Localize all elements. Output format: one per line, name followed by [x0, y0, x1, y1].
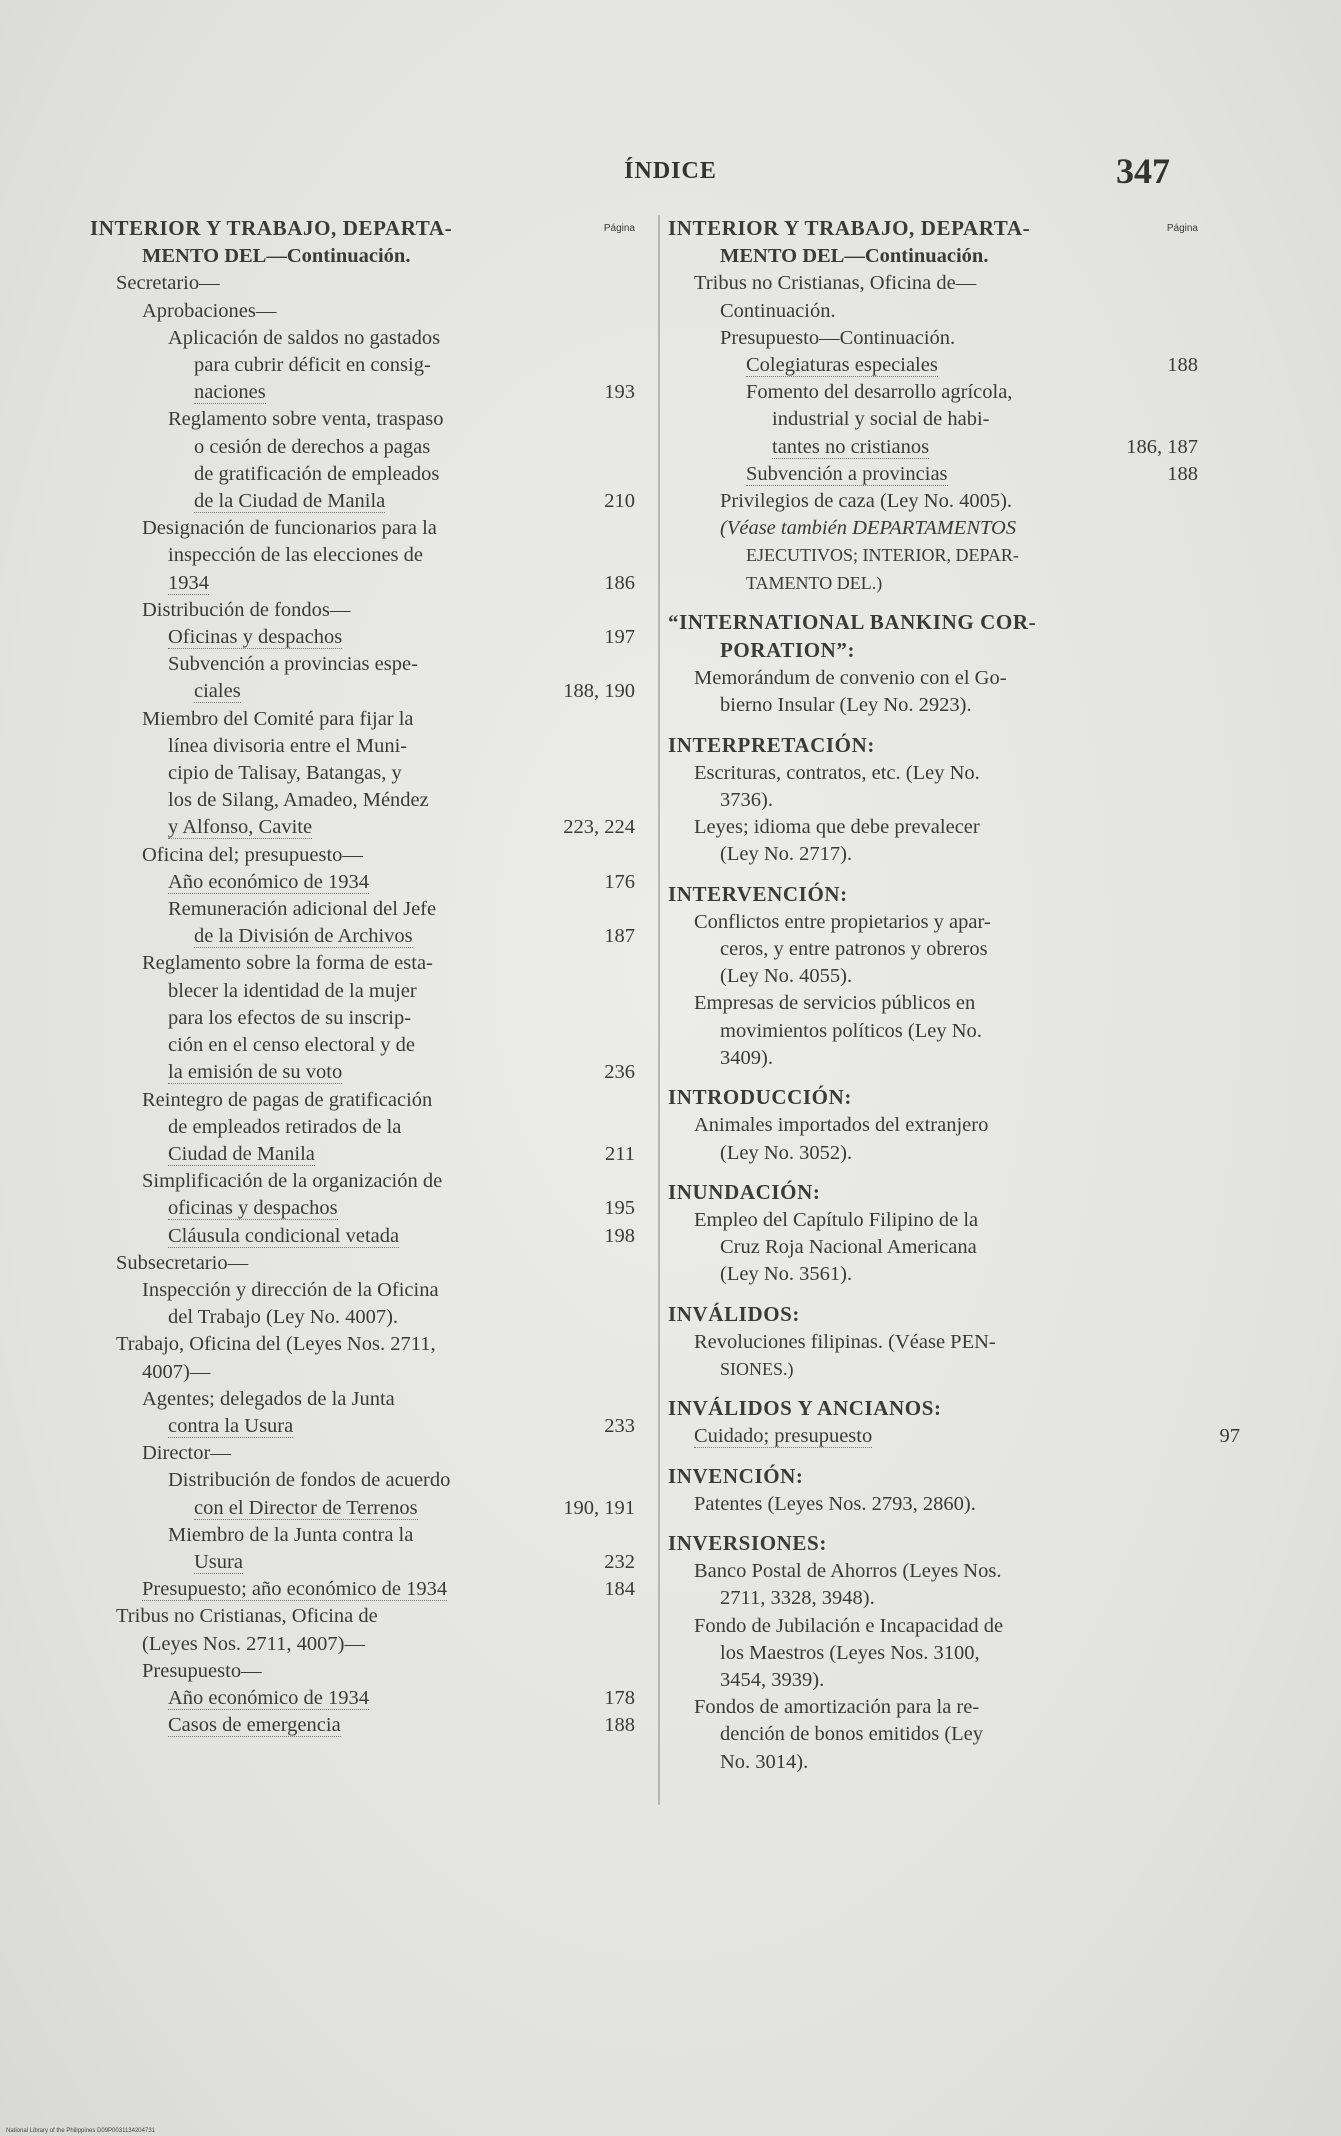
index-entry	[90, 406, 635, 433]
entry-text: Tribus no Cristianas, Oficina de	[116, 1605, 378, 1628]
entry-text: la emisión de su voto	[168, 1061, 343, 1084]
entry-text: cipio de Talisay, Batangas, y	[168, 762, 402, 785]
index-heading	[668, 881, 1198, 909]
entry-text: MENTO DEL—Continuación.	[142, 245, 411, 268]
entry-text: de la Ciudad de Manila	[194, 490, 386, 513]
index-entry	[90, 733, 635, 760]
index-entry	[90, 1712, 635, 1739]
entry-text: INUNDACIÓN:	[668, 1179, 821, 1204]
entry-text: “INTERNATIONAL BANKING COR-	[668, 609, 1037, 634]
page-reference: 176	[604, 870, 635, 893]
entry-text: (Ley No. 3561).	[720, 1263, 853, 1286]
index-entry	[90, 1603, 635, 1630]
entry-text: Patentes (Leyes Nos. 2793, 2860).	[694, 1492, 976, 1515]
entry-text: oficinas y despachos	[168, 1197, 338, 1220]
index-entry	[90, 1195, 635, 1222]
page-reference: 186	[604, 571, 635, 594]
index-entry	[668, 461, 1198, 488]
entry-text: Cláusula condicional vetada	[168, 1224, 400, 1247]
entry-text: (Ley No. 3052).	[720, 1141, 853, 1164]
index-entry	[90, 243, 635, 270]
index-entry	[90, 1032, 635, 1059]
index-entry	[90, 978, 635, 1005]
entry-text: 2711, 3328, 3948).	[720, 1587, 875, 1610]
index-entry	[90, 624, 635, 651]
index-entry	[90, 1223, 635, 1250]
index-entry	[90, 352, 635, 379]
entry-text: Oficina del; presupuesto—	[142, 843, 363, 866]
index-entry	[668, 270, 1198, 297]
index-heading	[668, 1395, 1198, 1423]
index-heading	[668, 1084, 1198, 1112]
entry-text: bierno Insular (Ley No. 2923).	[720, 694, 972, 717]
column-divider	[658, 215, 660, 1805]
index-entry	[90, 1168, 635, 1195]
page-reference: 193	[604, 381, 635, 404]
entry-text: Trabajo, Oficina del (Leyes Nos. 2711,	[116, 1333, 436, 1356]
index-entry	[90, 542, 635, 569]
entry-text: Subsecretario—	[116, 1251, 249, 1274]
index-entry	[668, 760, 1198, 787]
index-column-left	[90, 215, 635, 1739]
index-entry	[90, 651, 635, 678]
index-entry	[668, 936, 1198, 963]
entry-text: INTERIOR Y TRABAJO, DEPARTA-	[90, 216, 453, 240]
index-entry	[668, 963, 1198, 990]
index-entry	[668, 1207, 1198, 1234]
index-entry	[90, 1087, 635, 1114]
entry-text: INTRODUCCIÓN:	[668, 1085, 852, 1110]
index-entry	[90, 1631, 635, 1658]
index-entry	[668, 692, 1198, 719]
entry-text: (Ley No. 2717).	[720, 843, 853, 866]
entry-text: 4007)—	[142, 1360, 211, 1383]
index-entry	[668, 1640, 1198, 1667]
index-entry	[668, 352, 1198, 379]
index-entry	[668, 909, 1198, 936]
index-entry	[668, 1423, 1240, 1450]
entry-text: Miembro de la Junta contra la	[168, 1523, 414, 1546]
entry-text: INVERSIONES:	[668, 1530, 827, 1555]
index-entry	[668, 1112, 1198, 1139]
index-entry	[90, 1467, 635, 1494]
index-entry	[668, 570, 1198, 597]
index-entry	[668, 1045, 1198, 1072]
entry-text: blecer la identidad de la mujer	[168, 979, 417, 1002]
entry-text: Distribución de fondos—	[142, 598, 351, 621]
index-entry	[668, 1491, 1198, 1518]
entry-text: de la División de Archivos	[194, 925, 413, 948]
entry-text: Cuidado; presupuesto	[694, 1425, 873, 1448]
entry-text: Usura	[194, 1550, 243, 1573]
index-entry	[90, 461, 635, 488]
index-entry	[90, 896, 635, 923]
entry-text: PORATION”:	[720, 638, 856, 663]
index-entry	[668, 406, 1198, 433]
entry-text: Tribus no Cristianas, Oficina de—	[694, 272, 977, 295]
entry-text: para los efectos de su inscrip-	[168, 1006, 412, 1029]
entry-text: EJECUTIVOS; INTERIOR, DEPAR-	[746, 545, 1019, 566]
page-number: 347	[1116, 151, 1170, 191]
index-entry	[90, 1059, 635, 1086]
entry-text: Distribución de fondos de acuerdo	[168, 1469, 451, 1492]
entry-text: ceros, y entre patronos y obreros	[720, 938, 988, 961]
index-entry	[668, 665, 1198, 692]
index-entry	[90, 1658, 635, 1685]
entry-text: ción en el censo electoral y de	[168, 1034, 416, 1057]
index-entry	[90, 1495, 635, 1522]
index-column-right	[668, 215, 1240, 1776]
index-entry	[668, 1261, 1198, 1288]
entry-text: Revoluciones filipinas. (Véase PEN-	[694, 1330, 996, 1353]
index-entry	[668, 1140, 1198, 1167]
entry-text: Subvención a provincias espe-	[168, 653, 418, 676]
index-entry	[90, 814, 635, 841]
index-entry	[668, 1749, 1198, 1776]
page-reference: 186, 187	[1126, 435, 1198, 458]
page-reference: 198	[604, 1224, 635, 1247]
entry-text: o cesión de derechos a pagas	[194, 435, 431, 458]
page-reference: 190, 191	[563, 1496, 635, 1519]
page-column-tag: Página	[603, 223, 635, 234]
index-entry	[90, 515, 635, 542]
page-reference: 233	[604, 1414, 635, 1437]
index-entry	[90, 1250, 635, 1277]
entry-text: tantes no cristianos	[772, 435, 930, 458]
index-heading	[668, 1530, 1198, 1558]
entry-text: Remuneración adicional del Jefe	[168, 898, 437, 921]
entry-text: SIONES.)	[720, 1358, 794, 1379]
library-footer: National Library of the Philippines D09P0031134204731	[6, 2128, 155, 2134]
entry-text: Empresas de servicios públicos en	[694, 992, 976, 1015]
index-entry	[668, 298, 1198, 325]
entry-text: con el Director de Terrenos	[194, 1496, 418, 1519]
index-entry	[90, 706, 635, 733]
index-heading	[668, 1179, 1198, 1207]
index-entry	[90, 570, 635, 597]
index-entry	[90, 270, 635, 297]
page-reference: 232	[604, 1550, 635, 1573]
entry-text: Reglamento sobre la forma de esta-	[142, 952, 433, 975]
entry-text: Presupuesto—Continuación.	[720, 326, 956, 349]
entry-text: Subvención a provincias	[746, 462, 948, 485]
index-entry	[90, 434, 635, 461]
entry-text: Ciudad de Manila	[168, 1142, 315, 1165]
index-entry	[668, 1667, 1198, 1694]
index-entry	[90, 298, 635, 325]
index-entry	[90, 842, 635, 869]
index-heading	[668, 1301, 1198, 1329]
index-entry	[90, 488, 635, 515]
index-entry	[668, 990, 1198, 1017]
entry-text: Colegiaturas especiales	[746, 354, 938, 377]
index-entry	[668, 325, 1198, 352]
index-entry	[90, 1440, 635, 1467]
entry-text: industrial y social de habi-	[772, 408, 990, 431]
entry-text: naciones	[194, 381, 266, 404]
index-entry	[90, 379, 635, 406]
index-entry	[90, 1685, 635, 1712]
entry-text: Continuación.	[720, 299, 836, 322]
index-entry	[90, 1114, 635, 1141]
entry-text: Empleo del Capítulo Filipino de la	[694, 1208, 979, 1231]
index-entry	[668, 488, 1198, 515]
index-entry	[668, 1721, 1198, 1748]
page-reference: 188	[1167, 354, 1198, 377]
entry-text: MENTO DEL—Continuación.	[720, 245, 989, 268]
entry-text: Designación de funcionarios para la	[142, 517, 437, 540]
entry-text: INVENCIÓN:	[668, 1463, 804, 1488]
index-entry	[668, 1613, 1198, 1640]
index-entry	[668, 1356, 1198, 1383]
page-reference: 223, 224	[563, 816, 635, 839]
entry-text: movimientos políticos (Ley No.	[720, 1019, 982, 1042]
index-heading	[90, 215, 635, 243]
entry-text: Aplicación de saldos no gastados	[168, 326, 441, 349]
index-entry	[90, 1277, 635, 1304]
index-entry	[90, 1359, 635, 1386]
entry-text: 3409).	[720, 1046, 773, 1069]
index-entry	[668, 1694, 1198, 1721]
index-heading	[668, 1463, 1198, 1491]
entry-text: INVÁLIDOS:	[668, 1301, 801, 1326]
entry-text: Año económico de 1934	[168, 870, 369, 893]
index-entry	[90, 1549, 635, 1576]
index-entry	[90, 1304, 635, 1331]
entry-text: de gratificación de empleados	[194, 462, 440, 485]
page-reference: 97	[1219, 1425, 1240, 1448]
page-reference: 195	[604, 1197, 635, 1220]
entry-text: del Trabajo (Ley No. 4007).	[168, 1306, 399, 1329]
entry-text: Reintegro de pagas de gratificación	[142, 1088, 433, 1111]
index-entry	[668, 515, 1198, 542]
index-entry	[90, 1576, 635, 1603]
entry-text: No. 3014).	[720, 1750, 809, 1773]
entry-text: Agentes; delegados de la Junta	[142, 1387, 395, 1410]
page-reference: 184	[604, 1578, 635, 1601]
entry-text: Miembro del Comité para fijar la	[142, 707, 414, 730]
page-reference: 188, 190	[563, 680, 635, 703]
entry-text: Fondos de amortización para la re-	[694, 1696, 980, 1719]
index-entry	[90, 1522, 635, 1549]
entry-text: INTERPRETACIÓN:	[668, 732, 875, 757]
entry-text: Leyes; idioma que debe prevalecer	[694, 816, 980, 839]
entry-text: para cubrir déficit en consig-	[194, 354, 431, 377]
index-entry	[90, 678, 635, 705]
index-heading	[668, 637, 1198, 665]
entry-text: Presupuesto; año económico de 1934	[142, 1578, 448, 1601]
page-column-tag: Página	[1166, 223, 1198, 234]
entry-text: inspección de las elecciones de	[168, 544, 423, 567]
entry-text: 1934	[168, 571, 209, 594]
index-entry	[668, 542, 1198, 569]
entry-text: (Ley No. 4055).	[720, 965, 853, 988]
entry-text: Casos de emergencia	[168, 1714, 341, 1737]
entry-text: (Véase también DEPARTAMENTOS	[720, 517, 1017, 540]
entry-text: Escrituras, contratos, etc. (Ley No.	[694, 761, 980, 784]
index-entry	[668, 1585, 1198, 1612]
entry-text: Fomento del desarrollo agrícola,	[746, 381, 1013, 404]
page-reference: 178	[604, 1686, 635, 1709]
entry-text: TAMENTO DEL.)	[746, 572, 883, 593]
index-entry	[90, 923, 635, 950]
index-entry	[668, 1329, 1198, 1356]
index-heading	[668, 609, 1198, 637]
entry-text: Banco Postal de Ahorros (Leyes Nos.	[694, 1560, 1002, 1583]
entry-text: Presupuesto—	[142, 1659, 262, 1682]
entry-text: Fondo de Jubilación e Incapacidad de	[694, 1614, 1004, 1637]
entry-text: Director—	[142, 1442, 231, 1465]
index-entry	[668, 814, 1198, 841]
page-reference: 188	[604, 1714, 635, 1737]
entry-text: dención de bonos emitidos (Ley	[720, 1723, 984, 1746]
entry-text: contra la Usura	[168, 1414, 294, 1437]
entry-text: Cruz Roja Nacional Americana	[720, 1236, 977, 1259]
index-entry	[668, 1558, 1198, 1585]
entry-text: 3454, 3939).	[720, 1668, 825, 1691]
index-entry	[668, 243, 1198, 270]
entry-text: Reglamento sobre venta, traspaso	[168, 408, 444, 431]
index-entry	[90, 950, 635, 977]
entry-text: Aprobaciones—	[142, 299, 277, 322]
entry-text: Año económico de 1934	[168, 1686, 369, 1709]
index-entry	[90, 597, 635, 624]
index-entry	[90, 1386, 635, 1413]
index-entry	[90, 787, 635, 814]
index-entry	[668, 379, 1198, 406]
index-entry	[90, 1005, 635, 1032]
entry-text: los de Silang, Amadeo, Méndez	[168, 789, 429, 812]
index-heading	[668, 732, 1198, 760]
entry-text: Simplificación de la organización de	[142, 1170, 443, 1193]
index-entry	[90, 1141, 635, 1168]
index-entry	[668, 1018, 1198, 1045]
index-entry	[90, 760, 635, 787]
index-entry	[668, 841, 1198, 868]
page-reference: 236	[604, 1061, 635, 1084]
index-entry	[90, 1413, 635, 1440]
index-entry	[668, 434, 1198, 461]
page-reference: 187	[604, 925, 635, 948]
entry-text: línea divisoria entre el Muni-	[168, 734, 408, 757]
page-reference: 210	[604, 490, 635, 513]
index-heading	[668, 215, 1198, 243]
entry-text: Conflictos entre propietarios y apar-	[694, 910, 991, 933]
entry-text: ciales	[194, 680, 241, 703]
index-entry	[90, 869, 635, 896]
index-entry	[90, 325, 635, 352]
entry-text: Animales importados del extranjero	[694, 1114, 989, 1137]
entry-text: Secretario—	[116, 272, 220, 295]
entry-text: Memorándum de convenio con el Go-	[694, 667, 1007, 690]
entry-text: y Alfonso, Cavite	[168, 816, 313, 839]
entry-text: Oficinas y despachos	[168, 626, 343, 649]
entry-text: INVÁLIDOS Y ANCIANOS:	[668, 1396, 942, 1421]
index-entry	[668, 787, 1198, 814]
index-entry	[668, 1234, 1198, 1261]
page-reference: 197	[604, 626, 635, 649]
page-reference: 211	[605, 1142, 635, 1165]
entry-text: 3736).	[720, 789, 773, 812]
page-reference: 188	[1167, 462, 1198, 485]
entry-text: de empleados retirados de la	[168, 1115, 402, 1138]
entry-text: Inspección y dirección de la Oficina	[142, 1278, 439, 1301]
entry-text: Privilegios de caza (Ley No. 4005).	[720, 490, 1013, 513]
index-entry	[90, 1331, 635, 1358]
entry-text: (Leyes Nos. 2711, 4007)—	[142, 1632, 365, 1655]
entry-text: INTERVENCIÓN:	[668, 881, 848, 906]
entry-text: los Maestros (Leyes Nos. 3100,	[720, 1641, 980, 1664]
entry-text: INTERIOR Y TRABAJO, DEPARTA-	[668, 216, 1031, 240]
running-header-title: ÍNDICE	[624, 158, 717, 184]
